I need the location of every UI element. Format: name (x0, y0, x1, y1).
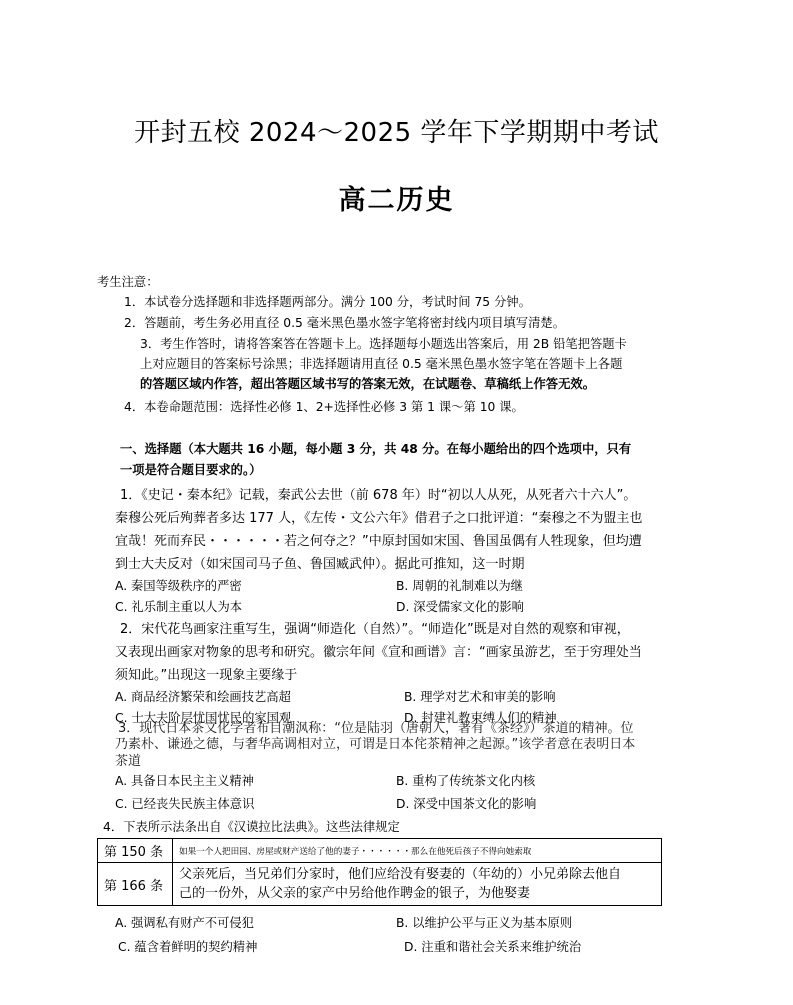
q2-option-d: D. 封建礼教束缚人们的精神 (404, 711, 557, 725)
table-row (98, 863, 662, 906)
article-text-line-2: 己的一份外，从父亲的家产中另给他作聘金的银子，为他娶妻 (179, 886, 531, 901)
q1-option-b: B. 周朝的礼制难以为继 (396, 579, 523, 593)
notice-item-3-line-3: 的答题区域内作答，超出答题区域书写的答案无效，在试题卷、草稿纸上作答无效。 (140, 377, 595, 391)
q4-stem: 4．下表所示法条出自《汉谟拉比法典》。这些法律规定 (103, 820, 400, 834)
law-table (97, 838, 662, 906)
exam-title: 开封五校 2024～2025 学年下学期期中考试 (134, 118, 659, 148)
notice-item-1: 1．本试卷分选择题和非选择题两部分。满分 100 分，考试时间 75 分钟。 (124, 295, 531, 309)
notice-item-2: 2．答题前，考生务必用直径 0.5 毫米黑色墨水签字笔将密封线内项目填写清楚。 (124, 316, 565, 330)
q2-line-1: 2．宋代花鸟画家注重写生，强调“师造化（自然）”。“师造化”既是对自然的观察和审视， (120, 622, 630, 637)
section-heading-line-1: 一、选择题（本大题共 16 小题，每小题 3 分，共 48 分。在每小题给出的四个选项中，只有 (120, 442, 632, 456)
q1-option-d: D. 深受儒家文化的影响 (396, 600, 524, 614)
q3-option-d: D. 深受中国茶文化的影响 (396, 797, 537, 811)
q1-option-c: C. 礼乐制主重以人为本 (115, 600, 243, 614)
notice-heading: 考生注意： (97, 275, 159, 289)
q1-line-3: 宜哉！死而弃民・・・・・・若之何夺之？”中原封国如宋国、鲁国虽偶有人牲现象，但均遭 (115, 534, 642, 549)
q4-option-c: C. 蕴含着鲜明的契约精神 (118, 940, 258, 954)
q4-option-d: D. 注重和谐社会关系来维护统治 (404, 940, 582, 954)
q2-line-2: 又表现出画家对物象的思考和研究。徽宗年间《宣和画谱》言：“画家虽游艺，至于穷理处当 (115, 645, 642, 660)
q2-option-c: C. 士大夫阶层忧国忧民的家国观 (115, 711, 292, 725)
article-text-line-1: 父亲死后，当兄弟们分家时，他们应给没有娶妻的（年幼的）小兄弟除去他自 (179, 867, 622, 882)
section-heading-line-2: 一项是符合题目要求的。） (120, 463, 262, 477)
q3-line-3: 茶道 (115, 754, 142, 769)
q3-line-1: 3．现代日本茶文化学者布目潮沨称：“位是陆羽（唐朝人，著有《茶经》）茶道的精神。位 (118, 721, 634, 736)
notice-item-3-line-1: 3．考生作答时，请将答案答在答题卡上。选择题每小题选出答案后，用 2B 铅笔把答题卡 (140, 337, 627, 351)
article-number: 第 166 条 (98, 863, 173, 906)
notice-item-4: 4．本卷命题范围：选择性必修 1、2+选择性必修 3 第 1 课～第 10 课。 (124, 400, 524, 414)
article-text: 如果一个人把田园、房屋或财产送给了他的妻子・・・・・・那么在他死后孩子不得向她索取 (173, 839, 662, 863)
q1-line-2: 秦穆公死后殉葬者多达 177 人，《左传・文公六年》借君子之口批评道：“秦穆之不为盟主也 (115, 511, 643, 526)
table-row (98, 839, 662, 863)
article-number: 第 150 条 (98, 839, 173, 863)
q4-option-b: B. 以维护公平与正义为基本原则 (396, 916, 573, 930)
q4-option-a: A. 强调私有财产不可侵犯 (115, 916, 254, 930)
q3-line-2: 乃素朴、谦逊之德，与奢华高调相对立，可谓是日本侘茶精神之起源。”该学者意在表明日本 (115, 737, 636, 752)
notice-item-3-line-2: 上对应题目的答案标号涂黑；非选择题请用直径 0.5 毫米黑色墨水签字笔在答题卡上各题 (140, 357, 623, 371)
q3-option-a: A. 具备日本民主主义精神 (115, 774, 254, 788)
q1-line-1: 1．《史记・秦本纪》记载，秦武公去世（前 678 年）时“初以人从死，从死者六十六人”。 (120, 488, 637, 503)
q1-line-4: 到士大夫反对（如宋国司马子鱼、鲁国臧武仲）。据此可推知，这一时期 (115, 557, 525, 572)
q2-line-3: 须知此。”出现这一现象主要缘于 (115, 668, 298, 683)
q3-option-c: C. 已经丧失民族主体意识 (115, 797, 255, 811)
article-text (173, 863, 662, 906)
exam-subject: 高二历史 (338, 185, 455, 216)
q1-option-a: A. 秦国等级秩序的严密 (115, 579, 242, 593)
q2-option-a: A. 商品经济繁荣和绘画技艺高超 (115, 690, 291, 704)
q2-option-b: B. 理学对艺术和审美的影响 (404, 690, 556, 704)
q3-option-b: B. 重构了传统茶文化内核 (396, 774, 536, 788)
